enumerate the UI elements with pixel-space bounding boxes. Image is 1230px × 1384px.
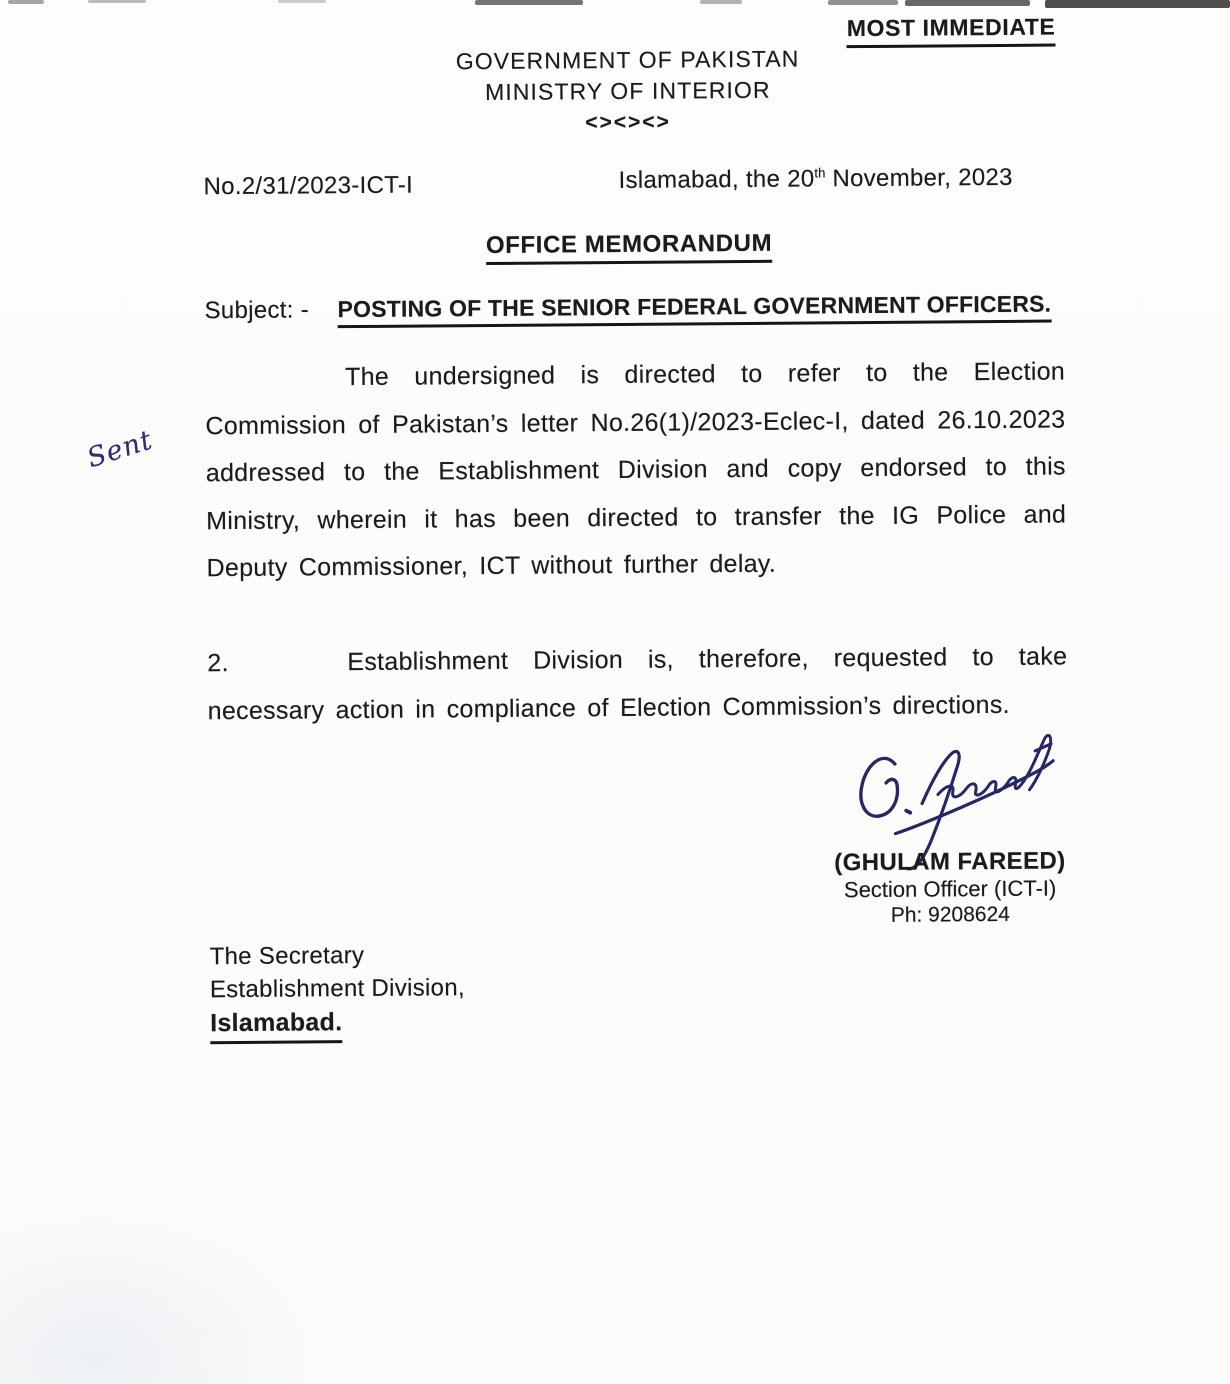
memo-title-row	[14, 226, 1230, 269]
letterhead-ornament: <><><>	[585, 110, 671, 135]
subject-row	[204, 290, 1104, 329]
addressee-division: Establishment Division,	[209, 974, 465, 1004]
letterhead-government-line: GOVERNMENT OF PAKISTAN	[455, 45, 800, 75]
addressee-block	[210, 938, 466, 1044]
date-ordinal-superscript: th	[814, 165, 826, 181]
subject-label: Subject: -	[204, 296, 310, 325]
paragraph-number: 2.	[207, 649, 229, 678]
letterhead	[13, 40, 1230, 143]
addressee-title: The Secretary	[209, 941, 365, 971]
date-line	[618, 164, 1012, 195]
classification-stamp: MOST IMMEDIATE	[847, 14, 1056, 49]
scan-artifact	[8, 0, 44, 4]
subject-text: POSTING OF THE SENIOR FEDERAL GOVERNMENT OFFICERS.	[337, 291, 1051, 329]
handwritten-sent-annotation: Sent	[83, 424, 157, 475]
addressee-city: Islamabad.	[210, 1006, 343, 1044]
letterhead-ministry-line: MINISTRY OF INTERIOR	[484, 76, 771, 106]
paragraph-text: Establishment Division is, therefore, requested to take necessary action in compliance of Election Commission’s directions.	[207, 642, 1068, 725]
memo-title: OFFICE MEMORANDUM	[486, 230, 772, 265]
date-suffix: November, 2023	[825, 163, 1013, 193]
signer-name: (GHULAM FAREED)	[834, 847, 1066, 877]
signer-phone: Ph: 9208624	[890, 902, 1010, 927]
date-prefix: Islamabad, the 20	[618, 165, 815, 194]
body-paragraph-1: The undersigned is directed to refer to the Election Commission of Pakistan’s letter No.26(1)/2023-Eclec-I, dated 26.10.2023 addressed to the Establishment Division and copy endorsed to this Ministry, wherein it has been directed to transfer the IG Police and Deputy Commissioner, ICT without further delay.	[205, 357, 1067, 583]
signer-designation: Section Officer (ICT-I)	[843, 875, 1057, 903]
signature-block	[814, 847, 1087, 928]
body-paragraph-2	[207, 633, 1068, 735]
scan-artifact	[88, 0, 146, 3]
reference-number: No.2/31/2023-ICT-I	[203, 171, 414, 201]
